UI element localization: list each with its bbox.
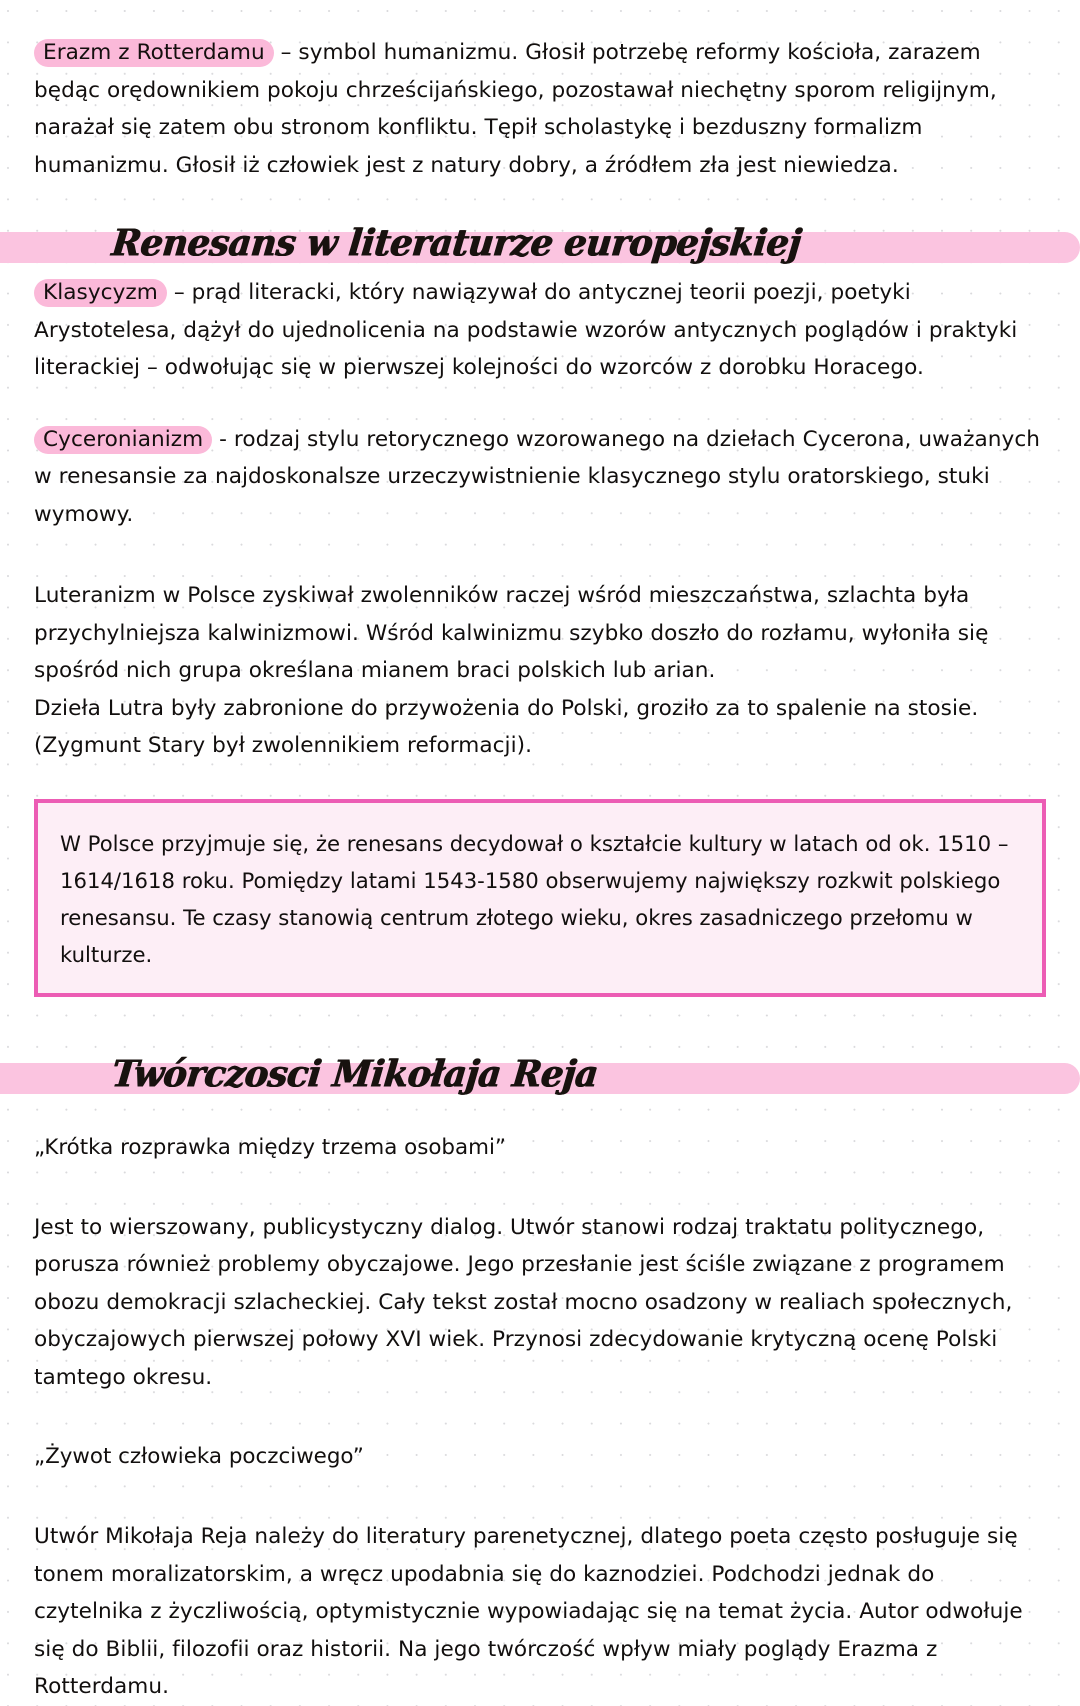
spacer-after-heading-two xyxy=(34,1105,1046,1131)
paragraph-cyceronianizm xyxy=(34,421,1046,534)
spacer-work-one xyxy=(34,1165,1046,1209)
fact-box-renesans-polska xyxy=(34,799,1046,997)
paragraph-erazm xyxy=(34,34,1046,184)
section-heading-rej-label: Twórczosci Mikołaja Reja xyxy=(109,1052,600,1096)
work-description-zywot-czlowieka: Utwór Mikołaja Reja należy do literatury parenetycznej, dlatego poeta często posługuje się tonem moralizatorskim, a wręcz upodabnia się do kaznodziei. Podchodzi jednak do czytelnika z życzliwością, optymistycznie wypowiadając się na temat życia. Autor odwołuje się do Biblii, filozofii oraz historii. Na jego twórczość wpływ miały poglądy Erazma z Rotterdamu. xyxy=(34,1524,1023,1699)
term-highlight-cyceronianizm: Cyceronianizm xyxy=(34,426,212,454)
paragraph-erazm-text: – symbol humanizmu. Głosił potrzebę reformy kościoła, zarazem będąc orędownikiem pokoju chrześcijańskiego, pozostawał niechętny sporom religijnym, narażał się zatem obu stronom konfliktu. Tępił scholastykę i bezduszny formalizm humanizmu. Głosił iż człowiek jest z natury dobry, a źródłem zła jest niewiedza. xyxy=(34,40,997,178)
section-heading-renesans xyxy=(34,218,1046,274)
spacer-work-two xyxy=(34,1474,1046,1518)
spacer-before-factbox xyxy=(34,765,1046,799)
spacer-before-heading-one xyxy=(34,184,1046,218)
work-title-zywot-czlowieka: „Żywot człowieka poczciwego” xyxy=(34,1444,364,1469)
work-description-krotka-rozprawka: Jest to wierszowany, publicystyczny dialog. Utwór stanowi rodzaj traktatu politycznego, porusza również problemy obyczajowe. Jego przesłanie jest ściśle związane z programem obozu demokracji szlacheckiej. Cały tekst został mocno osadzony w realiach społecznych, obyczajowych pierwszej połowy XVI wiek. Przynosi zdecydowanie krytyczną ocenę Polski tamtego okresu. xyxy=(34,1214,1013,1390)
fact-box-text: W Polsce przyjmuje się, że renesans decydował o kształcie kultury w latach od ok. 1510 – 1614/1618 roku. Pomiędzy latami 1543-1580 obserwujemy największy rozkwit polskiego renesansu. Te czasy stanowią centrum złotego wieku, okres zasadniczego przełomu w kulturze. xyxy=(60,830,1009,967)
paragraph-luteranizm: Luteranizm w Polsce zyskiwał zwolenników raczej wśród mieszczaństwa, szlachta była przychylniejsza kalwinizmowi. Wśród kalwinizmu szybko doszło do rozłamu, wyłoniła się spośród nich grupa określana mianem braci polskich lub arian. xyxy=(34,583,989,683)
work-title-krotka-rozprawka: „Krótka rozprawka między trzema osobami” xyxy=(34,1134,506,1160)
spacer-between-works xyxy=(34,1396,1046,1440)
spacer-klasycyzm-cyceronianizm xyxy=(34,387,1046,421)
section-heading-rej xyxy=(34,1049,1046,1105)
spacer-before-heading-two xyxy=(34,997,1046,1049)
paragraph-cyceronianizm-text: - rodzaj stylu retorycznego wzorowanego na dziełach Cycerona, uważanych w renesansie za najdoskonalsze urzeczywistnienie klasycznego stylu oratorskiego, stuki wymowy. xyxy=(34,426,1040,527)
paragraph-klasycyzm xyxy=(34,274,1046,387)
term-highlight-erazm: Erazm z Rotterdamu xyxy=(34,39,274,67)
paragraph-dziela-lutra: Dzieła Lutra były zabronione do przywożenia do Polski, groziło za to spalenie na stosie. xyxy=(34,695,979,721)
top-spacer xyxy=(34,0,1046,34)
term-highlight-klasycyzm: Klasycyzm xyxy=(34,279,167,307)
spacer-before-reformation xyxy=(34,533,1046,577)
paragraph-zygmunt-stary: (Zygmunt Stary był zwolennikiem reformacji). xyxy=(34,733,533,758)
paragraph-klasycyzm-text: – prąd literacki, który nawiązywał do antycznej teorii poezji, poetyki Arystotelesa, dążył do ujednolicenia na podstawie wzorów antycznych poglądów i praktyki literackiej – odwołując się w pierwszej kolejności do wzorców z dorobku Horacego. xyxy=(34,280,1018,380)
section-heading-renesans-label: Renesans w literaturze europejskiej xyxy=(109,221,804,266)
